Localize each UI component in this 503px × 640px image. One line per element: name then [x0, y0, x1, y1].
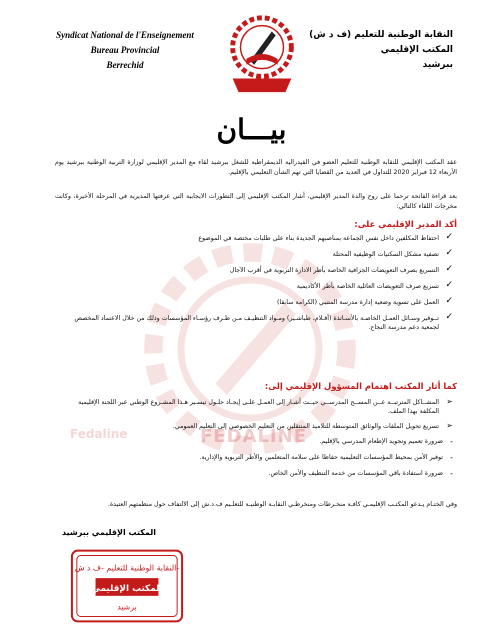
- header-arabic: [303, 28, 453, 73]
- paragraph-intro: عقد المكتب الإقليمي للنقابة الوطنية للتعليم العضو في الفيدرالية الديمقراطية للشغل ببرشيد لقاء مع المدير الإقليمي لوزارة التربية الوطنية ببرشيد يوم الأربعاء 12 فبراير 2020 للتداول في العديد من القضايا التي تهم الشأن التعليمي بالإقليم.: [55, 159, 457, 176]
- bullet-icon: -: [450, 469, 453, 478]
- stamp-line1: النقابة الوطنية للتعليم -ف د ش-: [74, 563, 180, 573]
- check-icon: ✓: [445, 264, 453, 274]
- header-ar-line2: المكتب الإقليمي: [380, 45, 453, 55]
- document-page: [10, 8, 493, 632]
- office-points-list: [70, 398, 453, 485]
- list-item: ✓ تسريع صرف التعويضات العائلية الخاصة بأطر الأكاديمية: [296, 280, 453, 290]
- list-item: ✓ العمل على تسوية وضعية إدارة مدرسة المتنبي (الكرامة سابقا): [276, 296, 453, 306]
- check-icon: ✓: [445, 280, 453, 290]
- official-stamp: [68, 546, 186, 626]
- signature: المكتب الإقليمي ببرشيد: [62, 528, 156, 537]
- paragraph-context: بعد قراءة الفاتحة ترحما على روح والدة المدير الإقليمي، أشار المكتب الإقليمي إلى التطورات الايجابية التي عرفتها المديرية في المرحلة الأخيرة، وكانت مخرجات اللقاء كالتالي:: [55, 193, 457, 210]
- list-item: - توفير الأمن بمحيط المؤسسات التعليمية حفاظا على سلامة المتعلمين والأطر التربوية والإدارية.: [199, 453, 453, 462]
- arrow-icon: ➢: [446, 421, 453, 430]
- check-icon: ✓: [445, 248, 453, 258]
- director-points-list: [70, 234, 453, 339]
- arrow-icon: ➢: [446, 397, 453, 406]
- header-french: [50, 28, 200, 73]
- header-fr-line1: Syndicat National de l'Enseignement: [56, 30, 194, 40]
- stamp-line2: المكتب الإقليمي: [91, 583, 163, 594]
- list-item: - ضرورة استفادة باقي المؤسسات من خدمة التنظيف والأمن الخاص.: [268, 469, 453, 478]
- check-icon: ✓: [445, 312, 453, 322]
- header-fr-line2: Bureau Provincial: [90, 45, 160, 55]
- header-fr-line3: Berrechid: [106, 60, 144, 70]
- list-item: ✓ تصفية مشكل السكنيات الوظيفية المحتلة: [332, 248, 453, 258]
- document-title: بيـــان: [216, 113, 287, 146]
- union-logo: [213, 10, 311, 98]
- check-icon: ✓: [445, 232, 453, 242]
- list-item: - ضرورة تعميم وتجويد الإطعام المدرسي بالإقليم.: [319, 437, 453, 446]
- list-item: ➢ تسريع تحويل الملفات والوثائق المتوسطة للتلاميذ المنتقلين من التعليم الخصوصي إلى التعليم العمومي.: [172, 421, 453, 430]
- watermark-text-small: Fedaline: [70, 427, 128, 441]
- check-icon: ✓: [445, 296, 453, 306]
- list-item: ✓ احتفاظ المكلفين داخل نفس الجماعة بمناصبهم الجديدة بناء على طلبات مختصة في الموضوع: [198, 232, 453, 242]
- list-item: ✓ التسريع بصرف التعويضات الجزافية الخاصة بأطر الادارة التربوية في أقرب الآجال: [229, 264, 453, 274]
- heading-director-confirmed: أكد المدير الإقليمي على:: [354, 219, 457, 229]
- stamp-line3: برشيد: [117, 602, 137, 612]
- closing-paragraph: وفي الختـام يـدعو المكتـب الإقليمـي كافـة منخـرطات ومنخرطـي النقابـة الوطنيـة للتعلـيم ف.د.ش إلى الالتفاف حول منظمتهم العتيدة.: [107, 501, 457, 508]
- watermark-text: FEDALINE: [200, 426, 307, 447]
- bullet-icon: -: [450, 453, 453, 462]
- header-ar-line3: ببرشيد: [422, 60, 453, 70]
- list-item: ➢ المشــاكل المترتبــة عــن المســح المدرســي حيــث أشـار إلى العمـل علـى إيجـاد حلـول تيسـير هـذا المشـروع الوطني عبر اللجنة الإقليمية المكلفة بهذا الملف.: [78, 397, 453, 415]
- heading-office-raised: كما أثار المكتب اهتمام المسؤول الإقليمي إلى:: [264, 381, 457, 391]
- list-item: ✓ تــوفير وسـائل العمـل الخاصـة بالأسـاتذة (أقـلام، طباشـير) ومـواد التنظيـف مـن طـرف رؤسـاء المؤسسات وذلك من خلال الاعتماد المخصص لجمعية دعم مدرسة النجاح.: [74, 312, 453, 331]
- bullet-icon: -: [450, 437, 453, 446]
- header-ar-line1: النقابة الوطنية للتعليم (ف د ش): [309, 30, 453, 40]
